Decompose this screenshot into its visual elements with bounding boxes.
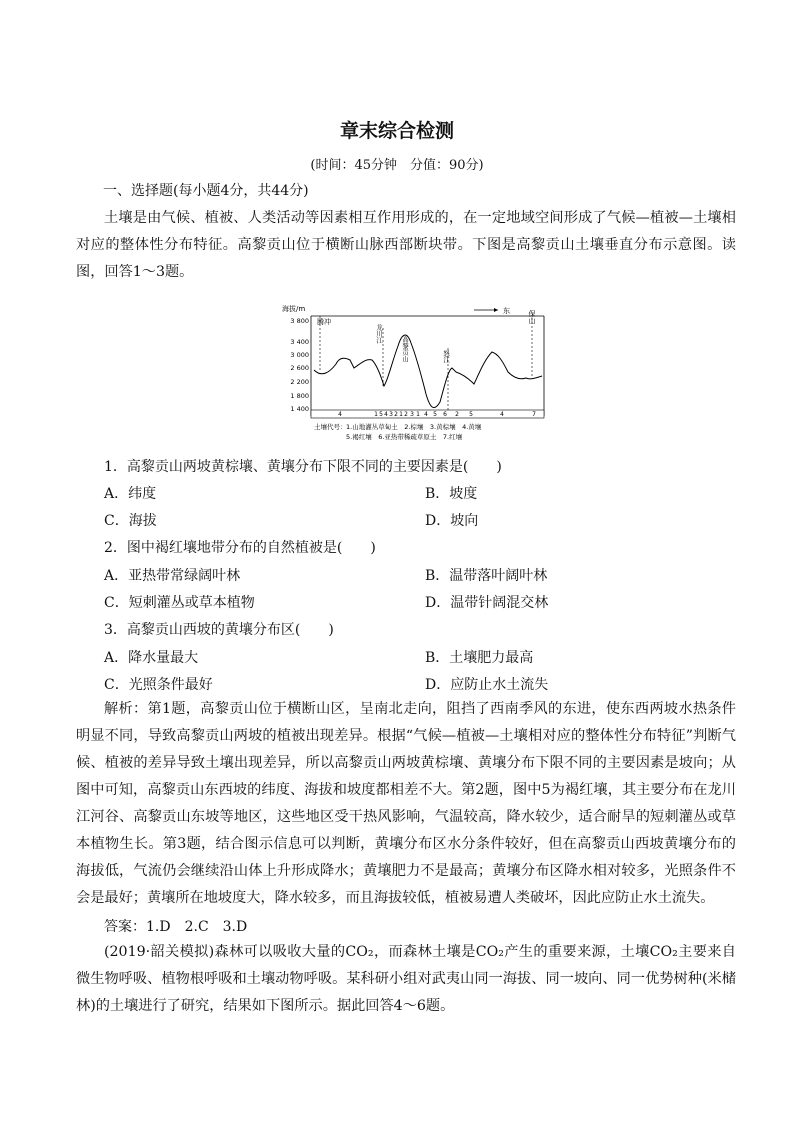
- soil-code: 5: [433, 411, 437, 418]
- option: A．纬度: [104, 486, 157, 502]
- ytick: 2 600: [290, 364, 309, 372]
- legend-line: 1.山地灌丛草甸土 2.棕壤 3.黄棕壤 4.黄壤: [346, 423, 482, 431]
- soil-code: 1: [399, 411, 403, 418]
- y-ticks: [290, 317, 309, 416]
- place-label: 高黎贡山: [401, 336, 409, 362]
- question-stem: 1．高黎贡山两坡黄棕壤、黄壤分布下限不同的主要因素是( ): [104, 459, 502, 475]
- ytick: 3 000: [290, 351, 309, 359]
- option: B．土壤肥力最高: [425, 650, 534, 666]
- next-intro-paragraph: (2019·韶关模拟)森林可以吸收大量的CO₂，而森林土壤是CO₂产生的重要来源，土壤CO₂主要来自微生物呼吸、植物根呼吸和土壤动物呼吸。某科研小组对武夷山同一海拔、同一坡向、同一优势树种(米槠林)的土壤进行了研究，结果如下图所示。据此回答4～6题。: [76, 944, 736, 1014]
- soil-code: 5: [379, 411, 383, 418]
- ytick: 1 400: [290, 405, 309, 413]
- place-label: 保山: [528, 310, 536, 324]
- soil-code: 2: [455, 411, 459, 418]
- place-label: 腾冲: [317, 318, 331, 326]
- east-arrow-label: 东: [503, 307, 510, 315]
- soil-code: 4: [424, 411, 428, 418]
- question-stem: 2．图中褐红壤地带分布的自然植被是( ): [104, 540, 376, 556]
- soil-code: 4: [338, 411, 342, 418]
- place-label: 怒江: [442, 350, 450, 363]
- option: C．海拔: [104, 513, 157, 529]
- figure-ylabel: 海拔/m: [282, 305, 306, 313]
- analysis-paragraph: 解析：第1题，高黎贡山位于横断山区，呈南北走向，阻挡了西南季风的东进，使东西两坡水热条件明显不同，导致高黎贡山两坡的植被出现差异。根据“气候—植被—土壤相对应的整体性分布特征”判断气候、植被的差异导致土壤出现差异，所以高黎贡山两坡黄棕壤、黄壤分布下限不同的主要因素是坡向；从图中可知，高黎贡山东西坡的纬度、海拔和坡度都相差不大。第2题，图中5为褐红壤，其主要分布在龙川江河谷、高黎贡山东坡等地区，这些地区受干热风影响，气温较高，降水较少，适合耐旱的短刺灌丛或草本植物生长。第3题，结合图示信息可以判断，黄壤分布区水分条件较好，但在高黎贡山西坡黄壤分布的海拔低，气流仍会继续沿山体上升形成降水；黄壤肥力不是最高；黄壤分布区降水相对较多，光照条件不会是最好；黄壤所在地坡度大，降水较多，而且海拔较低，植被易遭人类破坏，因此应防止水土流失。: [76, 701, 736, 906]
- soil-profile-figure: [270, 298, 550, 443]
- option: B．温带落叶阔叶林: [425, 568, 548, 584]
- legend-line: 5.褐红壤 6.亚热带稀疏草原土 7.红壤: [346, 433, 463, 441]
- option: A．亚热带常绿阔叶林: [104, 568, 241, 584]
- option: D．坡向: [425, 513, 479, 529]
- ytick: 2 200: [290, 378, 309, 386]
- soil-code: 4: [384, 411, 388, 418]
- option: C．光照条件最好: [104, 677, 213, 693]
- ytick: 3 800: [290, 317, 309, 325]
- question-stem: 3．高黎贡山西坡的黄壤分布区( ): [104, 622, 334, 638]
- option: D．温带针阔混交林: [425, 595, 549, 611]
- soil-code: 1: [416, 411, 420, 418]
- soil-code: 3: [410, 411, 414, 418]
- place-label: 龙川江: [375, 324, 383, 344]
- soil-code: 2: [394, 411, 398, 418]
- option: C．短刺灌丛或草本植物: [104, 595, 255, 611]
- section-heading: 一、选择题(每小题4分，共44分): [103, 183, 309, 199]
- soil-code: 3: [389, 411, 393, 418]
- ytick: 1 800: [290, 392, 309, 400]
- option: B．坡度: [425, 486, 478, 502]
- soil-code: 1: [374, 411, 378, 418]
- soil-code: 4: [500, 411, 504, 418]
- soil-code: 7: [532, 411, 536, 418]
- legend-title: 土壤代号：: [314, 423, 347, 431]
- answer-line: 答案：1.D 2.C 3.D: [104, 919, 248, 935]
- option: A．降水量最大: [104, 650, 199, 666]
- soil-code: 2: [404, 411, 408, 418]
- option: D．应防止水土流失: [425, 677, 549, 693]
- page-title: 章末综合检测: [339, 120, 454, 142]
- exam-subtitle: (时间：45分钟 分值：90分): [310, 158, 484, 173]
- ytick: 3 400: [290, 338, 309, 346]
- intro-paragraph: 土壤是由气候、植被、人类活动等因素相互作用形成的，在一定地域空间形成了气候—植被—土壤相对应的整体性分布特征。高黎贡山位于横断山脉西部断块带。下图是高黎贡山土壤垂直分布示意图。读图，回答1～3题。: [76, 210, 736, 280]
- soil-code: 6: [443, 411, 447, 418]
- soil-code: 5: [469, 411, 473, 418]
